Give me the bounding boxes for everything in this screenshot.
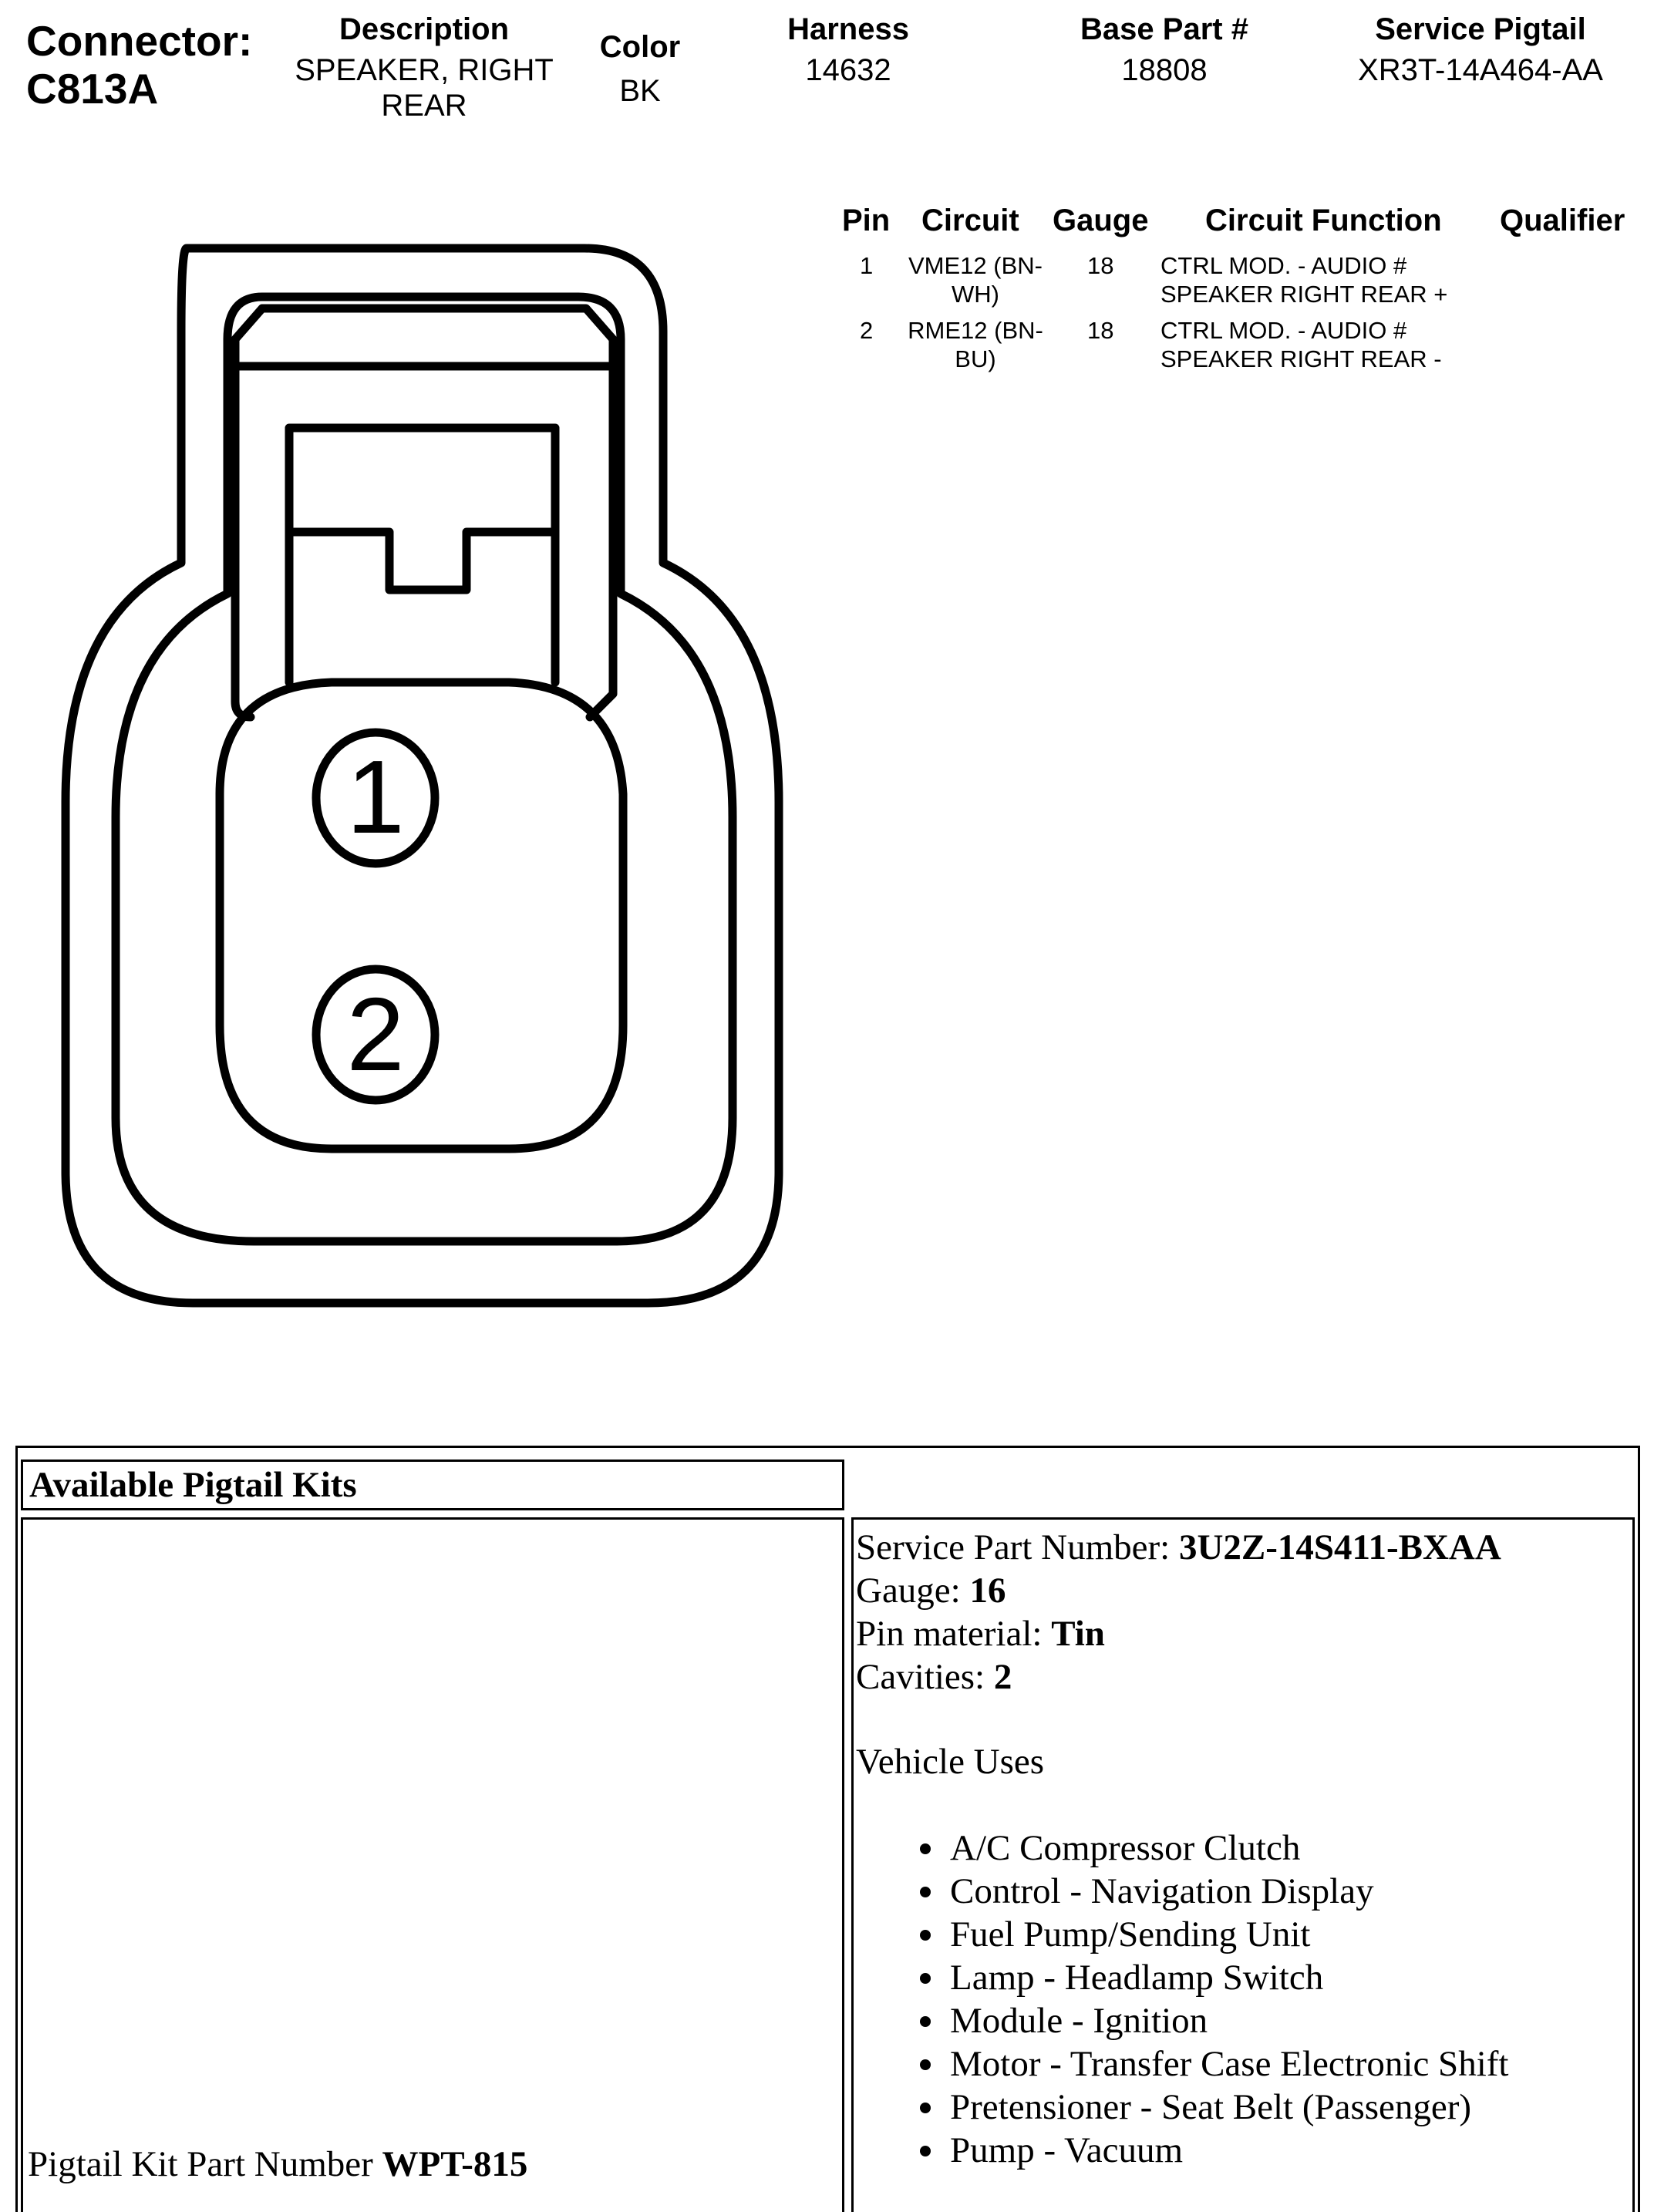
description-value-line1: SPEAKER, RIGHT [295,53,554,87]
pin-circuit-line2: BU) [955,345,996,372]
service-part-value: 3U2Z-14S411-BXAA [1178,1527,1501,1567]
bullet-icon [920,1973,931,1984]
cavity-1-label: 1 [346,739,405,855]
pin-gauge: 18 [1087,317,1114,344]
housing-inner-outline [116,297,733,1241]
list-item [854,1999,1508,2042]
list-item [854,2129,1508,2172]
list-item [854,2086,1508,2129]
pin-row-2 [837,316,1654,381]
bullet-icon [920,1930,931,1941]
pin-function [1160,251,1447,308]
latch-inner-box [289,428,555,682]
circuit-header: Circuit [921,204,1019,237]
pin-number: 2 [860,317,874,344]
kit-part-label: Pigtail Kit Part Number [28,2144,373,2184]
service-part-number [856,1526,1501,1569]
harness-value: 14632 [805,53,891,87]
cavities [856,1655,1012,1699]
base-part-header: Base Part # [1080,12,1248,46]
pin-function-line2: SPEAKER RIGHT REAR + [1160,281,1448,308]
vehicle-use-text: Lamp - Headlamp Switch [950,1958,1324,1998]
description-header: Description [339,12,510,46]
vehicle-use-text: Fuel Pump/Sending Unit [950,1914,1311,1954]
bullet-icon [920,2146,931,2156]
list-item [854,1956,1508,1999]
pigtail-kits-heading: Available Pigtail Kits [21,1460,844,1510]
bullet-icon [920,2103,931,2113]
pin-circuit-line2: WH) [952,281,999,308]
bullet-icon [920,2016,931,2027]
pin-function-line1: CTRL MOD. - AUDIO # [1160,252,1407,279]
bullet-icon [920,1887,931,1897]
kit-gauge-value: 16 [969,1571,1006,1611]
pin-material-value: Tin [1051,1614,1105,1654]
pin-number: 1 [860,252,874,279]
vehicle-use-text: A/C Compressor Clutch [950,1828,1301,1868]
color-column [578,29,702,109]
pin-circuit [898,316,1053,373]
connector-face-diagram [31,231,794,1326]
circuit-function-header: Circuit Function [1205,204,1442,237]
pigtail-kit-panel [21,1517,844,2212]
vehicle-uses-label: Vehicle Uses [856,1742,1045,1782]
pin-function [1160,316,1442,373]
base-part-value: 18808 [1121,53,1208,87]
list-item [854,2042,1508,2086]
cavities-value: 2 [993,1657,1012,1697]
service-pigtail-column [1319,11,1642,88]
pin-material [856,1612,1105,1655]
vehicle-use-text: Pump - Vacuum [950,2130,1184,2170]
kit-part-value: WPT-815 [382,2144,528,2184]
harness-column [756,11,941,88]
color-header: Color [599,30,681,64]
cavity-2-label: 2 [346,976,405,1093]
connector-id: C813A [26,65,159,113]
cavities-label: Cavities: [856,1657,985,1697]
kit-gauge-label: Gauge: [856,1571,961,1611]
pin-circuit-line1: VME12 (BN- [908,252,1043,279]
list-item [854,1826,1508,1870]
vehicle-use-text: Pretensioner - Seat Belt (Passenger) [950,2087,1472,2127]
pin-gauge: 18 [1087,252,1114,279]
pin-circuit-line1: RME12 (BN- [908,317,1043,344]
vehicle-uses-list [854,1826,1508,2172]
bullet-icon [920,1843,931,1854]
vehicle-use-text: Motor - Transfer Case Electronic Shift [950,2044,1509,2084]
service-pigtail-value: XR3T-14A464-AA [1358,53,1603,87]
pin-circuit [898,251,1053,308]
pin-function-line2: SPEAKER RIGHT REAR - [1160,345,1442,372]
connector-label: Connector: [26,17,253,65]
pin-function-line1: CTRL MOD. - AUDIO # [1160,317,1407,344]
connector-title [26,17,252,113]
service-pigtail-header: Service Pigtail [1375,12,1586,46]
qualifier-header: Qualifier [1500,204,1625,237]
bullet-icon [920,2059,931,2070]
harness-header: Harness [787,12,909,46]
vehicle-use-text: Control - Navigation Display [950,1871,1374,1911]
latch-notch [289,532,555,590]
pigtail-kit-part-number [28,2143,527,2186]
vehicle-use-text: Module - Ignition [950,2001,1208,2041]
gauge-header: Gauge [1053,204,1149,237]
description-column [278,11,571,123]
pin-header: Pin [842,204,891,237]
pin-row-1 [837,251,1654,316]
base-part-column [1049,11,1280,88]
kit-gauge [856,1569,1006,1612]
pin-material-label: Pin material: [856,1614,1043,1654]
service-part-label: Service Part Number: [856,1527,1171,1567]
list-item [854,1913,1508,1956]
description-value-line2: REAR [381,89,467,123]
pigtail-kit-details [851,1517,1635,2212]
list-item [854,1870,1508,1913]
color-value: BK [619,74,661,108]
